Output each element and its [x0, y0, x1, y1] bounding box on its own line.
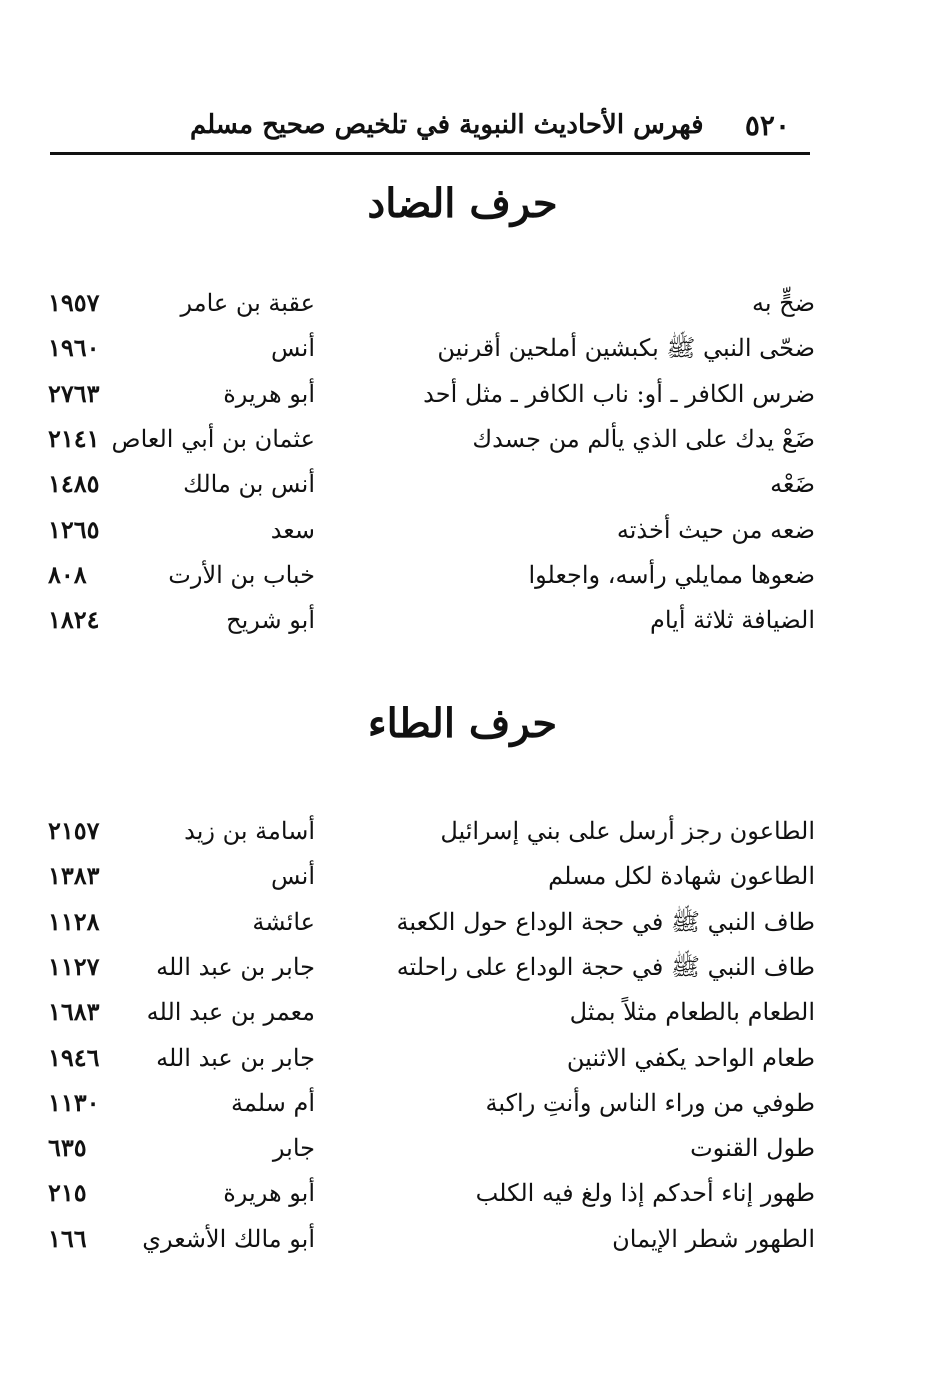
hadith-text: طهور إناء أحدكم إذا ولغ فيه الكلب [475, 1179, 815, 1208]
hadith-number: ١٦٨٣ [48, 997, 100, 1027]
index-entry [0, 1080, 925, 1126]
hadith-text: ضعوها ممايلي رأسه، واجعلوا [528, 560, 815, 589]
hadith-number: ١٢٦٥ [48, 514, 100, 544]
hadith-number: ١٩٥٧ [48, 288, 100, 317]
hadith-number: ١١٢٨ [48, 906, 100, 936]
index-entry [0, 1170, 925, 1216]
hadith-text: ضعه من حيث أخذته [616, 515, 815, 544]
hadith-text: ضحّى النبي ﷺ بكبشين أملحين أقرنين [437, 334, 815, 363]
narrator-name: خباب بن الأرت [168, 560, 315, 589]
hadith-text: الطاعون رجز أرسل على بني إسرائيل [440, 817, 815, 845]
narrator-name: أبو هريرة [223, 379, 315, 408]
hadith-text: طاف النبي ﷺ في حجة الوداع على راحلته [396, 952, 815, 981]
index-entry [0, 371, 925, 417]
hadith-number: ٢٧٦٣ [48, 378, 100, 408]
hadith-number: ١٩٦٠ [48, 333, 100, 363]
index-entry [0, 1125, 925, 1171]
index-entry [0, 1035, 925, 1081]
hadith-text: ضحٍّ به [751, 289, 815, 317]
index-entry [0, 416, 925, 462]
index-entry [0, 808, 925, 854]
hadith-text: ضرس الكافر ـ أو: ناب الكافر ـ مثل أحد [423, 379, 815, 408]
narrator-name: أسامة بن زيد [184, 817, 315, 845]
page-number: ٥٢٠ [744, 108, 790, 142]
hadith-number: ٨٠٨ [48, 559, 87, 589]
header-rule [50, 152, 810, 155]
hadith-number: ٦٣٥ [48, 1133, 87, 1163]
hadith-number: ١٩٤٦ [48, 1042, 100, 1072]
index-entry [0, 597, 925, 643]
index-entry [0, 280, 925, 326]
hadith-text: الضيافة ثلاثة أيام [649, 606, 815, 635]
narrator-name: أبو هريرة [223, 1179, 315, 1208]
narrator-name: أبو مالك الأشعري [142, 1224, 315, 1253]
hadith-number: ١٨٢٤ [48, 605, 100, 635]
hadith-number: ١١٣٠ [48, 1087, 100, 1117]
index-entry [0, 989, 925, 1035]
index-entry [0, 899, 925, 945]
narrator-name: جابر [272, 1134, 315, 1163]
hadith-text: الطهور شطر الإيمان [612, 1224, 815, 1253]
hadith-text: الطعام بالطعام مثلاً بمثل [569, 998, 815, 1027]
narrator-name: عقبة بن عامر [180, 289, 315, 317]
hadith-text: طول القنوت [690, 1134, 815, 1163]
narrator-name: أنس بن مالك [183, 470, 315, 499]
hadith-text: طعام الواحد يكفي الاثنين [566, 1043, 815, 1072]
hadith-number: ٢١٥ [48, 1178, 87, 1208]
section-title-ta: حرف الطاء [367, 700, 558, 747]
hadith-number: ٢١٤١ [48, 423, 100, 453]
hadith-number: ٢١٥٧ [48, 816, 100, 845]
page-header [50, 100, 810, 150]
narrator-name: جابر بن عبد الله [156, 952, 315, 981]
hadith-number: ١٣٨٣ [48, 861, 100, 891]
hadith-text: ضَعْه [770, 470, 815, 499]
index-entry [0, 853, 925, 899]
running-title: فهرس الأحاديث النبوية في تلخيص صحيح مسلم [190, 110, 704, 140]
narrator-name: أم سلمة [231, 1088, 315, 1117]
hadith-number: ١٤٨٥ [48, 469, 100, 499]
index-entry [0, 1216, 925, 1262]
hadith-number: ١١٢٧ [48, 951, 100, 981]
section-title-dad: حرف الضاد [367, 180, 558, 227]
hadith-text: طوفي من وراء الناس وأنتِ راكبة [485, 1088, 815, 1117]
hadith-text: طاف النبي ﷺ في حجة الوداع حول الكعبة [396, 907, 815, 936]
narrator-name: عائشة [252, 907, 315, 936]
hadith-text: الطاعون شهادة لكل مسلم [548, 862, 815, 891]
index-entry [0, 461, 925, 507]
narrator-name: أنس [271, 862, 315, 891]
hadith-number: ١٦٦ [48, 1223, 87, 1253]
index-entry [0, 944, 925, 990]
hadith-text: ضَعْ يدك على الذي يألم من جسدك [472, 424, 815, 453]
index-entry [0, 325, 925, 371]
narrator-name: سعد [270, 515, 315, 544]
narrator-name: عثمان بن أبي العاص [111, 424, 315, 453]
index-entry [0, 507, 925, 553]
narrator-name: جابر بن عبد الله [156, 1043, 315, 1072]
narrator-name: معمر بن عبد الله [146, 998, 315, 1027]
narrator-name: أنس [271, 334, 315, 363]
index-entry [0, 552, 925, 598]
narrator-name: أبو شريح [226, 606, 315, 635]
